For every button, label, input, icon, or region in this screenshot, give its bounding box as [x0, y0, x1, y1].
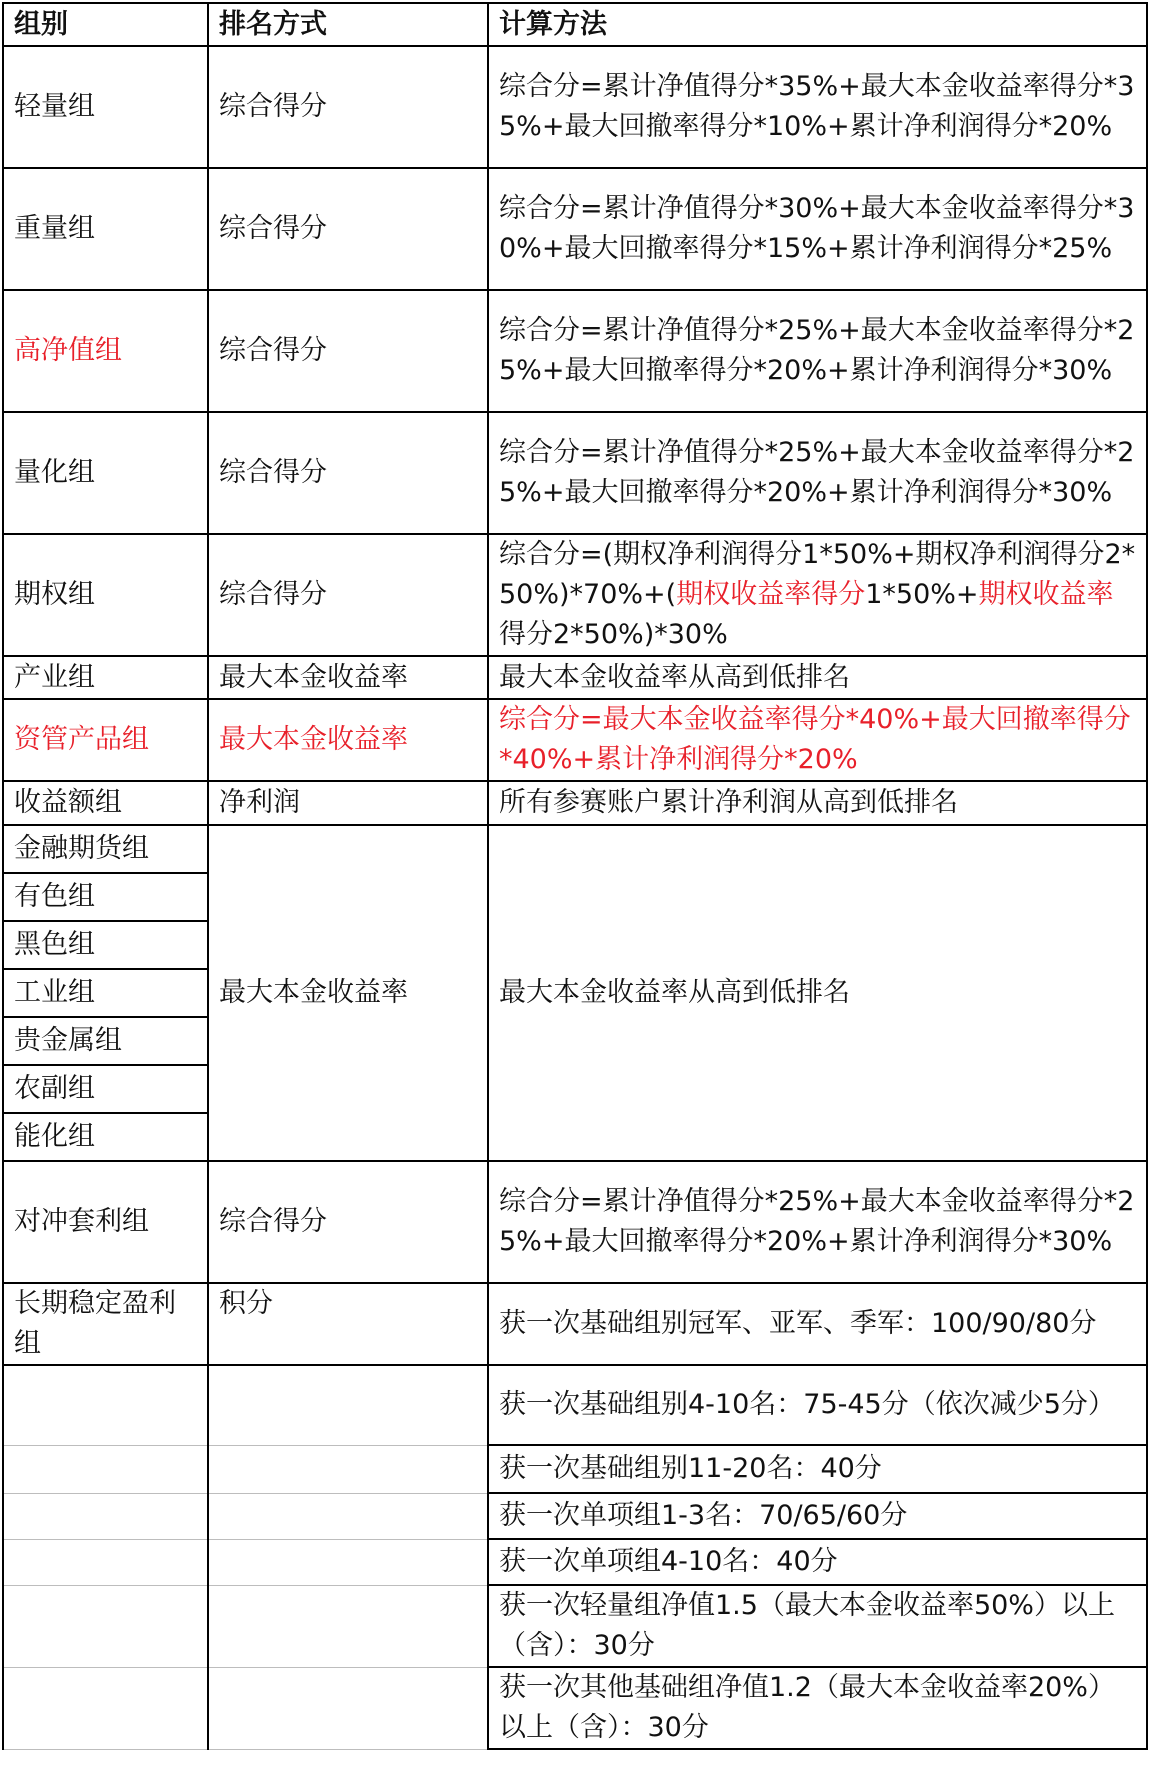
method-cell: 净利润 — [208, 781, 488, 825]
group-cell: 重量组 — [3, 168, 208, 290]
formula-cell: 最大本金收益率从高到低排名 — [488, 656, 1147, 699]
table-row — [3, 168, 1147, 290]
group-cell: 长期稳定盈利组 — [3, 1283, 208, 1365]
table-row-highlighted — [3, 699, 1147, 781]
group-cell: 农副组 — [3, 1065, 208, 1113]
table-row — [3, 825, 1147, 873]
group-cell: 期权组 — [3, 534, 208, 656]
formula-cell: 获一次基础组别冠军、亚军、季军：100/90/80分 — [488, 1283, 1147, 1365]
table-row — [3, 412, 1147, 534]
formula-part-highlighted: 期权收益率 — [978, 579, 1114, 610]
group-cell-highlighted: 高净值组 — [3, 290, 208, 412]
empty-cell — [208, 1539, 488, 1585]
method-cell: 综合得分 — [208, 290, 488, 412]
empty-cell — [208, 1445, 488, 1493]
table-row — [3, 1283, 1147, 1365]
empty-cell — [3, 1585, 208, 1667]
method-cell: 综合得分 — [208, 534, 488, 656]
formula-cell: 获一次基础组别11-20名：40分 — [488, 1445, 1147, 1493]
group-cell: 能化组 — [3, 1113, 208, 1161]
table-row — [3, 46, 1147, 168]
method-cell: 最大本金收益率 — [208, 656, 488, 699]
empty-cell — [3, 1493, 208, 1539]
formula-cell: 获一次轻量组净值1.5（最大本金收益率50%）以上（含）：30分 — [488, 1585, 1147, 1667]
formula-cell: 所有参赛账户累计净利润从高到低排名 — [488, 781, 1147, 825]
table-row — [3, 656, 1147, 699]
group-cell: 产业组 — [3, 656, 208, 699]
group-cell: 资管产品组 — [3, 699, 208, 781]
empty-cell — [3, 1539, 208, 1585]
table-row — [3, 534, 1147, 656]
formula-cell: 综合分=累计净值得分*25%+最大本金收益率得分*25%+最大回撤率得分*20%+累计净利润得分*30% — [488, 412, 1147, 534]
empty-cell — [208, 1493, 488, 1539]
method-cell: 综合得分 — [208, 1161, 488, 1283]
table-row — [3, 290, 1147, 412]
group-cell: 贵金属组 — [3, 1017, 208, 1065]
table-row — [3, 1667, 1147, 1749]
table-row — [3, 1445, 1147, 1493]
group-cell: 收益额组 — [3, 781, 208, 825]
method-cell: 积分 — [208, 1283, 488, 1365]
formula-part: 1*50%+ — [865, 579, 979, 610]
method-cell: 综合得分 — [208, 168, 488, 290]
header-method: 排名方式 — [208, 3, 488, 46]
table-row — [3, 1585, 1147, 1667]
group-cell: 金融期货组 — [3, 825, 208, 873]
group-cell: 轻量组 — [3, 46, 208, 168]
formula-cell: 获一次单项组4-10名：40分 — [488, 1539, 1147, 1585]
method-cell: 综合得分 — [208, 46, 488, 168]
formula-part: 综合分=(期权净利润得分1*50%+期权净利润得分2*50%)*70%+( — [499, 539, 1136, 610]
table-row — [3, 1493, 1147, 1539]
group-cell: 对冲套利组 — [3, 1161, 208, 1283]
formula-part-highlighted: 期权收益率得分 — [676, 579, 866, 610]
formula-cell: 综合分=累计净值得分*35%+最大本金收益率得分*35%+最大回撤率得分*10%+累计净利润得分*20% — [488, 46, 1147, 168]
group-cell: 量化组 — [3, 412, 208, 534]
ranking-rules-table — [2, 2, 1148, 1750]
formula-part: 得分2*50%)*30% — [499, 619, 728, 650]
method-cell-merged: 最大本金收益率 — [208, 825, 488, 1161]
group-cell: 有色组 — [3, 873, 208, 921]
formula-cell-merged: 最大本金收益率从高到低排名 — [488, 825, 1147, 1161]
header-group: 组别 — [3, 3, 208, 46]
formula-cell: 获一次其他基础组净值1.2（最大本金收益率20%）以上（含）：30分 — [488, 1667, 1147, 1749]
formula-cell: 获一次单项组1-3名：70/65/60分 — [488, 1493, 1147, 1539]
formula-cell: 综合分=最大本金收益率得分*40%+最大回撤率得分*40%+累计净利润得分*20% — [488, 699, 1147, 781]
table-row — [3, 1365, 1147, 1445]
formula-cell: 综合分=累计净值得分*25%+最大本金收益率得分*25%+最大回撤率得分*20%+累计净利润得分*30% — [488, 1161, 1147, 1283]
table-row — [3, 1539, 1147, 1585]
empty-cell — [208, 1365, 488, 1445]
empty-cell — [208, 1585, 488, 1667]
table-row — [3, 781, 1147, 825]
header-formula: 计算方法 — [488, 3, 1147, 46]
empty-cell — [3, 1365, 208, 1445]
formula-cell — [488, 534, 1147, 656]
formula-cell: 综合分=累计净值得分*30%+最大本金收益率得分*30%+最大回撤率得分*15%+累计净利润得分*25% — [488, 168, 1147, 290]
method-cell: 最大本金收益率 — [208, 699, 488, 781]
formula-cell: 获一次基础组别4-10名：75-45分（依次减少5分） — [488, 1365, 1147, 1445]
formula-cell: 综合分=累计净值得分*25%+最大本金收益率得分*25%+最大回撤率得分*20%+累计净利润得分*30% — [488, 290, 1147, 412]
empty-cell — [3, 1445, 208, 1493]
empty-cell — [208, 1667, 488, 1749]
table-row — [3, 1161, 1147, 1283]
group-cell: 黑色组 — [3, 921, 208, 969]
table-header-row — [3, 3, 1147, 46]
group-cell: 工业组 — [3, 969, 208, 1017]
empty-cell — [3, 1667, 208, 1749]
method-cell: 综合得分 — [208, 412, 488, 534]
